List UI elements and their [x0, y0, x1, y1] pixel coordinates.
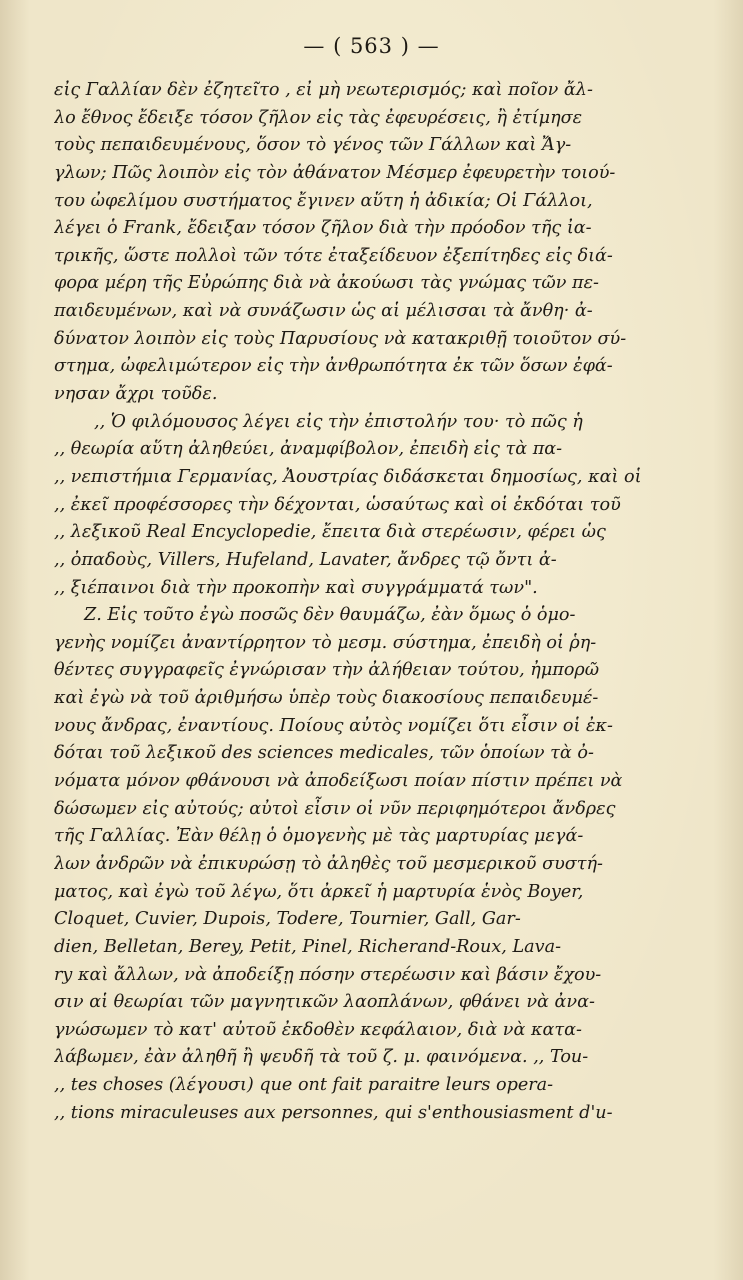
quote-line: ,, tions miraculeuses aux personnes, qui s'enthousiasment d'u-: [54, 1102, 613, 1123]
text-line: ry καὶ ἄλλων, νὰ ἀποδείξῃ πόσην στερέωσιν καὶ βάσιν ἔχου-: [54, 964, 602, 985]
text-line: τρικῆς, ὥστε πολλοὶ τῶν τότε ἐταξείδευον ἐξεπίτηδες εἰς διά-: [54, 245, 613, 266]
text-line: νησαν ἄχρι τοῦδε.: [54, 384, 218, 405]
quote-line: ,, νεπιστήμια Γερμανίας, Ἀουστρίας διδάσκεται δημοσίως, καὶ οἱ: [54, 466, 642, 487]
text-line: λάβωμεν, ἐὰν ἀληθῆ ἢ ψευδῆ τὰ τοῦ ζ. μ. φαινόμενα. ,, Tou-: [54, 1047, 589, 1068]
text-line: ματος, καὶ ἐγὼ τοῦ λέγω, ὅτι ἀρκεῖ ἡ μαρτυρία ἑνὸς Boyer,: [54, 881, 584, 902]
text-line: εἰς Γαλλίαν δὲν ἐζητεῖτο , εἰ μὴ νεωτερισμός; καὶ ποῖον ἄλ-: [54, 80, 593, 100]
quote-line: ,, ξιέπαινοι διὰ τὴν προκοπὴν καὶ συγγράμματά των".: [54, 577, 538, 598]
quote-line: ,, tes choses (λέγουσι) que ont fait paraitre leurs opera-: [54, 1075, 554, 1096]
text-line: φορα μέρη τῆς Εὐρώπης διὰ νὰ ἀκούωσι τὰς γνώμας τῶν πε-: [54, 273, 599, 294]
body-text: [54, 77, 704, 1127]
text-line: λο ἔθνος ἔδειξε τόσον ζῆλον εἰς τὰς ἐφευρέσεις, ἢ ἐτίμησε: [54, 107, 583, 128]
text-line: καὶ ἐγὼ νὰ τοῦ ἀριθμήσω ὑπὲρ τοὺς διακοσίους πεπαιδευμέ-: [54, 688, 599, 709]
text-line: δόται τοῦ λεξικοῦ des sciences medicales, τῶν ὁποίων τὰ ὀ-: [54, 743, 594, 764]
paragraph-start-line: Ζ. Εἰς τοῦτο ἐγὼ ποσῶς δὲν θαυμάζω, ἐὰν ὅμως ὁ ὁμο-: [84, 605, 576, 626]
text-line: γλων; Πῶς λοιπὸν εἰς τὸν ἀθάνατον Μέσμερ ἐφευρετὴν τοιού-: [54, 162, 616, 183]
text-line: λέγει ὁ Frank, ἔδειξαν τόσον ζῆλον διὰ τὴν πρόοδον τῆς ἰα-: [54, 218, 592, 239]
quote-line: ,, Ὁ φιλόμουσος λέγει εἰς τὴν ἐπιστολήν του· τὸ πῶς ἡ: [94, 411, 583, 432]
text-line: δύνατον λοιπὸν εἰς τοὺς Παρυσίους νὰ κατακριθῇ τοιοῦτον σύ-: [54, 328, 627, 349]
text-line: τοὺς πεπαιδευμένους, ὅσον τὸ γένος τῶν Γάλλων καὶ Ἄγ-: [54, 135, 572, 156]
quote-line: ,, θεωρία αὕτη ἀληθεύει, ἀναμφίβολον, ἐπειδὴ εἰς τὰ πα-: [54, 439, 563, 460]
text-line: νόματα μόνον φθάνουσι νὰ ἀποδείξωσι ποίαν πίστιν πρέπει νὰ: [54, 771, 623, 792]
text-line: λων ἀνδρῶν νὰ ἐπικυρώσῃ τὸ ἀληθὲς τοῦ μεσμερικοῦ συστή-: [54, 853, 604, 874]
page-number-header: — ( 563 ) —: [303, 34, 440, 58]
quote-line: ,, ὀπαδοὺς, Villers, Hufeland, Lavater, ἄνδρες τῷ ὄντι ἀ-: [54, 549, 557, 570]
text-line: του ὠφελίμου συστήματος ἔγινεν αὕτη ἡ ἀδικία; Οἱ Γάλλοι,: [54, 190, 593, 211]
text-line: σιν αἱ θεωρίαι τῶν μαγνητικῶν λαοπλάνων, φθάνει νὰ ἀνα-: [54, 992, 595, 1013]
text-line: παιδευμένων, καὶ νὰ συνάζωσιν ὡς αἱ μέλισσαι τὰ ἄνθη· ἀ-: [54, 301, 593, 322]
text-line: Cloquet, Cuvier, Dupois, Todere, Tournier, Gall, Gar-: [54, 909, 521, 930]
quote-line: ,, λεξικοῦ Real Encyclopedie, ἔπειτα διὰ στερέωσιν, φέρει ὡς: [54, 522, 606, 543]
text-line: γενὴς νομίζει ἀναντίρρητον τὸ μεσμ. σύστημα, ἐπειδὴ οἱ ῥη-: [54, 632, 597, 653]
text-line: dien, Belletan, Berey, Petit, Pinel, Richerand-Roux, Lava-: [54, 936, 562, 957]
text-line: θέντες συγγραφεῖς ἐγνώρισαν τὴν ἀλήθειαν τούτου, ἠμπορῶ: [54, 660, 600, 681]
text-line: δώσωμεν εἰς αὐτούς; αὐτοὶ εἶσιν οἱ νῦν περιφημότεροι ἄνδρες: [54, 798, 616, 819]
quote-line: ,, ἐκεῖ προφέσσορες τὴν δέχονται, ὡσαύτως καὶ οἱ ἐκδόται τοῦ: [54, 494, 621, 515]
text-line: τῆς Γαλλίας. Ἐὰν θέλῃ ὁ ὁμογενὴς μὲ τὰς μαρτυρίας μεγά-: [54, 826, 584, 847]
text-line: νους ἄνδρας, ἐναντίους. Ποίους αὐτὸς νομίζει ὅτι εἶσιν οἱ ἐκ-: [54, 715, 613, 736]
text-line: στημα, ὠφελιμώτερον εἰς τὴν ἀνθρωπότητα ἐκ τῶν ὅσων ἐφά-: [54, 356, 613, 377]
text-line: γνώσωμεν τὸ κατ' αὐτοῦ ἐκδοθὲν κεφάλαιον, διὰ νὰ κατα-: [54, 1019, 582, 1040]
